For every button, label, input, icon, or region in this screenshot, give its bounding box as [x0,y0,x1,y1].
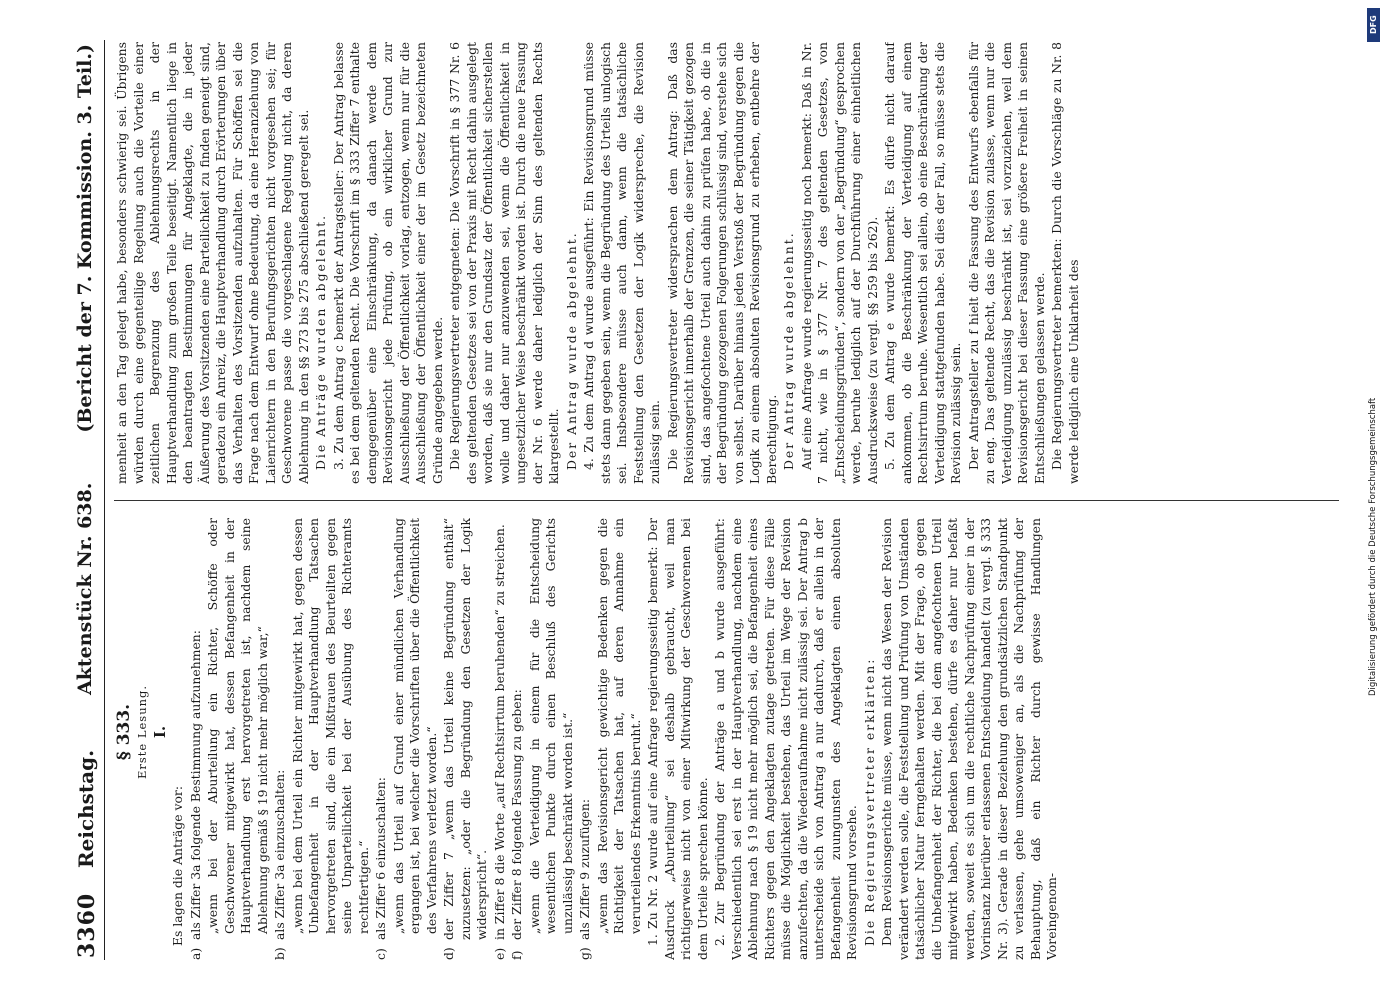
paragraph-3: Dem Revisionsgerichte müsse, wenn nicht das Wesen der Revision verändert werden solle, die Feststellung und Prüfung von Umständen tatsächlicher Natur ferngehalten werden. Mit der Frage, ob gegen die Unbefangenheit der Richter, die bei dem angefochtenen Urteil mitgewirkt haben, Bedenken bestehen, dürfe es daher nur befaßt werden, soweit es sich um die rechtliche Nachprüfung einer in der Vorinstanz hierüber erlassenen Entscheidung handelt (zu vergl. § 333 Nr. 3). Gerade in dieser Beziehung den grundsätzlichen Standpunkt zu verlassen, gehe umsoweniger an, als die Nachprüfung der Behauptung, daß ein Richter durch gewisse Handlungen Voreingenom- [879,518,1059,960]
paragraph-r1: menheit an den Tag gelegt habe, besonders schwierig sei. Übrigens würden durch eine gegenteilige Regelung auch die Vorteile einer zeitlichen Begrenzung des Ablehnungsrechts in der Hauptverhandlung zum großen Teile beseitigt. Namentlich liege in den beantragten Bestimmungen für Angeklagte, die in jeder Äußerung des Vorsitzenden eine Parteilichkeit zu finden geneigt sind, geradezu ein Anreiz, die Hauptverhandlung durch Erörterungen über das Verhalten des Vorsitzenden aufzuhalten. Für Schöffen sei die Frage nach dem Entwurf ohne Bedeutung, da eine Heranziehung von Laienrichtern in den Berufungsgerichten nicht vorgesehen sei; für Geschworene passe die vorgeschlagene Regelung nicht, da deren Ablehnung in den §§ 273 bis 275 abschließend geregelt sei. [114,42,311,484]
motion-g [577,518,594,960]
paragraph-r11: Der Antragsteller zu f hielt die Fassung des Entwurfs ebenfalls für zu eng. Das geltende Recht, das die Revision zulasse, wenn nur die Verteidigung unzulässig beschränkt ist, sei vorzuziehen, weil dem Revisionsgericht bei dieser Fassung eine größere Freiheit in seinen Entschließungen gelassen werde. [965,42,1047,484]
motion-d [441,518,491,960]
column-divider [114,500,1339,501]
motion-c-quote: „wenn das Urteil auf Grund einer mündlichen Verhandlung ergangen ist, bei welcher die Vorschriften über die Öffentlichkeit des Verfahrens verletzt worden.“ [390,518,439,934]
paragraph-r9: Auf eine Anfrage wurde regierungsseitig noch bemerkt: Daß in Nr. 7 nicht, wie in § 377 Nr. 7 des geltenden Gesetzes, von „Entscheidungsgründen“, sondern von der „Begründung“ gesprochen werde, beruhe lediglich auf der Durchführung einer einheitlichen Ausdrucksweise (zu vergl. §§ 259 bis 262). [798,42,880,484]
section-number: § 333. [114,703,134,761]
motion-b-text: als Ziffer 3a einzuschalten: [272,769,287,940]
paragraph-1: 1. Zu Nr. 2 wurde auf eine Anfrage regierungsseitig bemerkt: Der Ausdruck „Aburteilung“ sei deshalb gebraucht, weil man richtigerweise nicht von einer Mitwirkung der Geschworenen bei dem Urteile sprechen könne. [645,518,710,960]
page-header [70,40,105,960]
motion-g-label: g) [577,947,592,960]
motion-c [373,518,390,960]
reading-label: Erste Lesung. [135,684,149,780]
digitization-watermark [1367,8,1380,993]
paragraph-r4: Die Regierungsvertreter entgegneten: Die Vorschrift in § 377 Nr. 6 des geltenden Gesetzes sei von der Praxis mit Recht dahin ausgelegt worden, daß sie nur den Grundsatz der Öffentlichkeit sicherstellen wolle und daher nur anzuwenden sei, wenn die Öffentlichkeit in ungesetzlicher Weise beschränkt worden ist. Durch die neue Fassung der Nr. 6 werde daher lediglich der Sinn des geltenden Rechts klargestellt. [447,42,561,484]
header-left: Reichstag. [74,749,98,868]
motion-c-label: c) [373,948,388,960]
paragraph-r7: Die Regierungsvertreter widersprachen dem Antrag: Daß das Revisionsgericht innerhalb der Grenzen, die seiner Tätigkeit gezogen sind, das angefochtene Urteil auch dahin zu prüfen habe, ob die in der Begründung gezogenen Folgerungen schlüssig sind, verstehe sich von selbst. Darüber hinaus jeden Verstoß der Begründung gegen die Logik zu einem absoluten Revisionsgrund zu erheben, entbehre der Berechtigung. [664,42,779,484]
motion-a-label: a) [187,947,203,960]
paragraph-r8: Der Antrag wurde abgelehnt. [781,231,796,470]
motion-f-label: f) [509,950,524,960]
motion-f-quote: „wenn die Verteidigung in einem für die Entscheidung wesentlichen Punkte durch einen Beschluß des Gerichts unzulässig beschränkt worden ist.“ [526,518,575,934]
page-number: 3360 [74,892,100,958]
motion-e-text: in Ziffer 8 die Worte „auf Rechtsirrtum beruhenden“ zu streichen. [491,524,507,940]
header-right: (Bericht der 7. Kommission. 3. Teil.) [74,44,96,433]
paragraph-r5: Der Antrag wurde abgelehnt. [563,231,579,470]
motion-b [272,518,289,960]
motion-b-label: b) [272,947,287,960]
motion-g-quote: „wenn das Revisionsgericht gewichtige Bedenken gegen die Richtigkeit der Tatsachen hat, auf deren Annahme ein verurteilendes Erkenntnis beruht.“ [594,518,643,934]
motion-f [509,518,526,960]
motion-e-label: e) [491,947,507,960]
intro-text: Es lagen die Anträge vor: [170,785,185,946]
paragraph-r3: 3. Zu dem Antrag c bemerkt der Antragsteller: Der Antrag belasse es bei dem geltenden Recht. Die Vorschrift im § 333 Ziffer 7 enthalte demgegenüber eine Einschränkung, da danach werde dem Revisionsgericht jede Prüfung, ob ein wirklicher Grund zur Ausschließung der Öffentlichkeit vorlag, entzogen, wenn nur für die Ausschließung der Öffentlichkeit einer der im Gesetz bezeichneten Gründe angegeben werde. [330,42,445,484]
funding-note: Digitalisierung gefördert durch die Deutsche Forschungsgemeinschaft [1368,397,1378,696]
motion-b-quote: „wenn bei dem Urteil ein Richter mitgewirkt hat, gegen dessen Unbefangenheit in der Hauptverhandlung Tatsachen hervorgetreten sind, die ein Mißtrauen des Beurteilten gegen seine Unparteilichkeit bei der Ausübung des Richteramts rechtfertigen.“ [289,518,371,934]
left-column [114,518,1339,960]
motion-a-text: als Ziffer 3a folgende Bestimmung aufzunehmen: [187,630,203,940]
motion-a-quote: „wenn bei der Aburteilung ein Richter, Schöffe oder Geschworener mitgewirkt hat, dessen Befangenheit in der Hauptverhandlung erst hervorgetreten ist, nachdem seine Ablehnung gemäß § 19 nicht mehr möglich war,“ [205,518,270,934]
paragraph-r6: 4. Zu dem Antrag d wurde ausgeführt: Ein Revisionsgrund müsse stets dann gegeben sein, wenn die Begründung des Urteils unlogisch sei. Insbesondere müsse auch dann, wenn die tatsächliche Feststellung den Gesetzen der Logik widerspreche, die Revision zulässig sein. [581,42,662,484]
paragraph-r10: 5. Zu dem Antrag e wurde bemerkt: Es dürfe nicht darauf ankommen, ob die Beschränkung der Verteidigung auf einem Rechtsirrtum beruhe. Wesentlich sei allein, ob eine Beschränkung der Verteidigung stattgefunden habe. Sei dies der Fall, so müsse stets die Revision zulässig sein. [882,42,963,484]
dfg-logo: DFG [1367,8,1380,42]
motion-e [492,518,509,960]
motion-d-label: d) [441,947,456,960]
right-column [114,42,1339,484]
header-middle: Aktenstück Nr. 638. [74,482,96,695]
motion-g-text: als Ziffer 9 zuzufügen: [577,798,592,940]
roman-numeral: I. [151,725,169,739]
motion-a [188,518,205,960]
paragraph-3-heading: Die Regierungsvertreter erklärten: [861,657,877,946]
paragraph-2: 2. Zur Begründung der Anträge a und b wurde ausgeführt: Verschiedentlich sei erst in der Hauptverhandlung, nachdem eine Ablehnung nach § 19 nicht mehr möglich sei, die Befangenheit eines Richters gegen den Angeklagten zutage getreten. Für diese Fälle müsse die Möglichkeit bestehen, das Urteil im Wege der Revision anzufechten, da die Wiederaufnahme nicht zulässig sei. Der Antrag b unterscheide sich von Antrag a nur dadurch, daß er allein in der Befangenheit zuungunsten des Angeklagten einen absoluten Revisionsgrund vorsehe. [712,518,859,960]
motion-d-text: der Ziffer 7 „wenn das Urteil keine Begründung enthält“ zuzusetzen: „oder die Begründung den Gesetzen der Logik widerspricht“. [441,518,489,940]
motion-c-text: als Ziffer 6 einzuschalten: [373,777,388,940]
paragraph-r12: Die Regierungsvertreter bemerkten: Durch die Vorschläge zu Nr. 8 werde lediglich eine Unklarheit des [1049,42,1081,484]
paragraph-r2: Die Anträge wurden abgelehnt. [313,213,328,470]
motion-f-text: der Ziffer 8 folgende Fassung zu geben: [509,689,524,940]
